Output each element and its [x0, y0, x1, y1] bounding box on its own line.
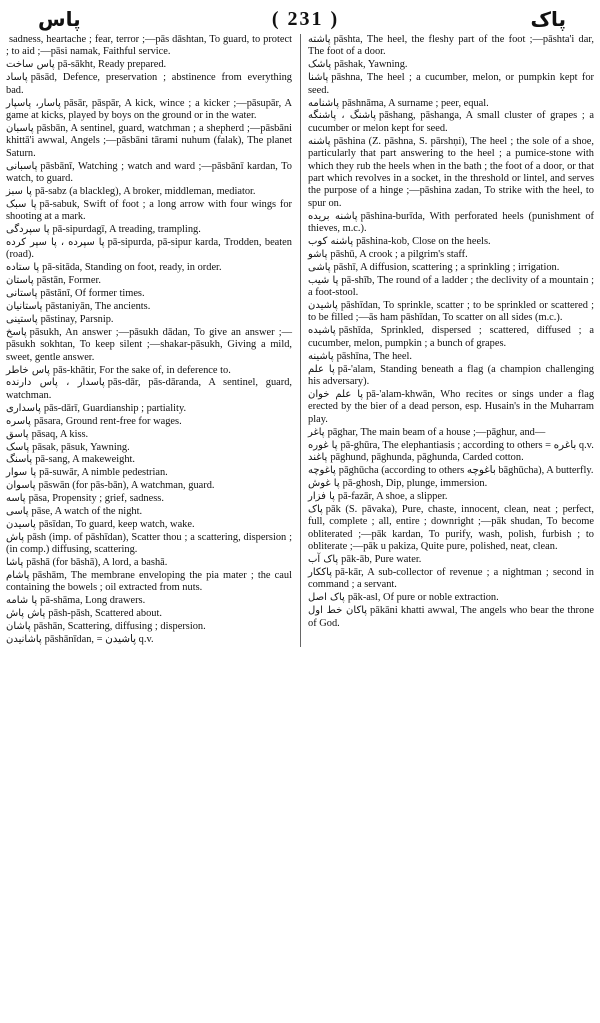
dictionary-entry [6, 519, 292, 531]
dictionary-entry [308, 440, 594, 452]
persian-headword: پاسدار ، پاس دارنده [6, 377, 105, 389]
entry-definition: pā-shīb, The round of a ladder ; the declivity of a mountain ; a foot-stool. [308, 274, 594, 299]
entry-definition: pā-sang, A makeweight. [35, 454, 136, 466]
entry-definition: pāshānīdan, = پاشیدن q.v. [44, 634, 154, 646]
persian-headword: پاشنه کوب [308, 236, 354, 247]
persian-headword: پاس خاطر [6, 364, 50, 376]
dictionary-entry [6, 161, 292, 186]
dictionary-entry [6, 98, 292, 123]
persian-headword: پاسداری [6, 402, 41, 414]
entry-definition: pā-'alam-khwān, Who recites or sings under a flag erected by the bier of a dead person, esp. Husain's in the Muharram play. [308, 388, 595, 425]
entry-definition: pā-sākht, Ready prepared. [57, 59, 167, 71]
entry-definition: pāshū, A crook ; a pilgrim's staff. [330, 248, 468, 260]
dictionary-entry [308, 300, 594, 325]
dictionary-entry [6, 365, 292, 377]
entry-definition: pāsh (imp. of pāshīdan), Scatter thou ; a scattering, dispersion ; (in comp.) diffusing, scattering. [6, 531, 292, 556]
dictionary-entry [6, 454, 292, 466]
dictionary-entry [6, 429, 292, 441]
entry-definition: pāsh-pāsh, Scattered about. [48, 608, 162, 620]
persian-headword: پا شامه [6, 595, 38, 607]
dictionary-entry [6, 224, 292, 236]
persian-headword: پاغر [308, 426, 325, 438]
dictionary-entry [308, 504, 594, 554]
page-header [6, 6, 594, 32]
entry-definition: pā-'alam, Standing beneath a flag (a champion challenging his adversary). [308, 363, 594, 387]
persian-headword: پاسره [6, 415, 31, 427]
dictionary-entry [6, 288, 292, 300]
dictionary-entry [6, 480, 292, 492]
entry-definition: pāghar, The main beam of a house ;—pāghur, and— [327, 426, 546, 438]
persian-headword: پاککار [308, 567, 332, 579]
dictionary-entry [308, 389, 594, 426]
entry-definition: pāshang, pāshanga, A small cluster of grapes ; a cucumber or melon kept for seed. [308, 110, 594, 134]
dictionary-entry [6, 595, 292, 607]
dictionary-entry [308, 605, 594, 630]
persian-headword: پاشانیدن [6, 634, 42, 646]
dictionary-entry [308, 136, 594, 210]
entry-definition: pās-dār, pās-dāranda, A sentinel, guard, watchman. [6, 377, 293, 401]
entry-definition: pāshnāma, A surname ; peer, equal. [342, 97, 489, 109]
entry-definition: pāsukh, An answer ;—pāsukh dādan, To give an answer ;—pāsukh sokhtan, To keep silent ;—shakar-pāsukh, Giving a mild, sweet, gentle answer. [6, 326, 292, 363]
entry-definition: pāshīna, The heel. [336, 350, 413, 362]
entry-definition: pā-ghosh, Dip, plunge, immersion. [342, 478, 488, 490]
persian-headword: پاسبان [6, 122, 34, 134]
dictionary-entry [6, 493, 292, 505]
entry-definition: pāshām, The membrane enveloping the pia mater ; the caul containing the bowels ; oil extracted from nuts. [6, 570, 292, 594]
dictionary-entry [308, 351, 594, 363]
right-catchword: پاک [530, 7, 566, 31]
entry-definition: pāstān, Former. [36, 275, 101, 287]
dictionary-entry [6, 442, 292, 454]
dictionary-entry [308, 72, 594, 97]
persian-headword: پاشک [308, 59, 332, 71]
persian-headword: پاستان [6, 275, 34, 287]
entry-definition: pāshina-burīda, With perforated heels (punishment of thieves, m.c.). [308, 210, 594, 235]
persian-headword: پا شیب [308, 274, 339, 286]
persian-headword: پاسبانی [6, 160, 38, 172]
entry-definition: pā-sipurda, pā-sipur karda, Trodden, beaten (road). [6, 237, 292, 261]
dictionary-entry [308, 427, 594, 439]
persian-headword: پاساد [6, 72, 28, 84]
dictionary-entry [308, 364, 594, 389]
entry-definition: pāshī, A diffusion, scattering ; a sprinkling ; irrigation. [333, 261, 560, 273]
dictionary-entry [6, 377, 292, 402]
persian-headword: پا غوش [308, 478, 340, 490]
page-number: ( 231 ) [271, 7, 340, 30]
dictionary-entry [6, 72, 292, 97]
entry-definition: pās-khātir, For the sake of, in deference to. [52, 364, 231, 376]
entry-definition: pāstānī, Of former times. [40, 288, 145, 300]
persian-headword: پا ستاده [6, 262, 40, 274]
persian-headword: پاسه [6, 493, 26, 505]
entry-definition: pāsbānī, Watching ; watch and ward ;—pāsbānī kardan, To watch, to guard. [6, 160, 292, 184]
entry-definition: pāsīdan, To guard, keep watch, wake. [38, 518, 195, 530]
entry-definition: pākāni khatti awwal, The angels who bear the throne of God. [308, 605, 594, 629]
dictionary-entry [6, 314, 292, 326]
persian-headword: پاستینی [6, 313, 38, 325]
dictionary-entry [6, 186, 292, 198]
right-column [308, 34, 594, 647]
persian-headword: پا سبک [6, 198, 37, 210]
persian-headword: پاسار، پاسپار [6, 97, 61, 109]
persian-headword: پاسخ [6, 326, 27, 338]
dictionary-entry [308, 478, 594, 490]
entry-definition: pāk-asl, Of pure or noble extraction. [347, 592, 499, 604]
persian-headword: پاشنه [308, 135, 331, 147]
dictionary-entry [6, 275, 292, 287]
dictionary-entry [308, 59, 594, 71]
dictionary-entry [308, 275, 594, 300]
entry-definition: pāshina-kob, Close on the heels. [356, 236, 491, 247]
entry-definition: pāsād, Defence, preservation ; abstinence from everything bad. [6, 72, 292, 96]
entry-definition: pāswān (for pās-bān), A watchman, guard. [38, 480, 215, 492]
persian-headword: پاشینه [308, 350, 334, 362]
persian-headword: پاشنامه [308, 97, 339, 109]
dictionary-entry [6, 262, 292, 274]
left-catchword: پاس [38, 7, 81, 31]
entry-definition: pā-sabuk, Swift of foot ; a long arrow with four wings for shooting at a mark. [6, 198, 292, 223]
persian-headword: پاک [308, 504, 323, 516]
entry-definition: pās-dārī, Guardianship ; partiality. [43, 402, 187, 414]
persian-headword: پاشته [308, 34, 331, 45]
entry-definition: pāsa, Propensity ; grief, sadness. [28, 493, 164, 505]
dictionary-entry [6, 557, 292, 569]
entry-definition: pāk-āb, Pure water. [341, 554, 422, 566]
entry-definition: pāstinay, Parsnip. [40, 313, 114, 325]
entry-definition: pā-shāma, Long drawers. [40, 595, 146, 607]
entry-definition: pāk (S. pāvaka), Pure, chaste, innocent, clean, neat ; perfect, full, complete ; all, entire ; downright ;—pāk shudan, To become obliterated ;—pāk kardan, To purify, wash, polish, furbish ; to obliterate ;—pāk u pakiza, Quite pure, polished, neat, clean. [308, 504, 594, 553]
dictionary-entry [6, 416, 292, 428]
dictionary-entry [6, 532, 292, 557]
columns [6, 34, 594, 647]
persian-headword: پاس ساخت [6, 59, 55, 71]
persian-headword: پاش پاش [6, 608, 46, 620]
persian-headword: پاشنه بریده [308, 210, 358, 222]
entry-definition: pāsara, Ground rent-free for wages. [33, 415, 182, 427]
dictionary-entry [308, 592, 594, 604]
entry-definition: pā-kār, A sub-collector of revenue ; a nightman ; second in command ; a servant. [308, 567, 594, 591]
persian-headword: پاش [6, 531, 25, 543]
persian-headword: پاشام [6, 570, 30, 582]
persian-headword: پاسی [6, 506, 29, 518]
entry-definition: pāstaniyān, The ancients. [45, 301, 151, 313]
persian-headword: پاسیدن [6, 518, 36, 530]
entry-definition: pāsbān, A sentinel, guard, watchman ; a shepherd ;—pāsbāni khittā'i awwal, Angels ;—pāsbāni tārami nuhum (falak), The planet Saturn. [6, 122, 292, 159]
persian-headword: پاسوان [6, 480, 36, 492]
column-divider [300, 34, 301, 647]
entry-definition: pā-sitāda, Standing on foot, ready, in order. [42, 262, 222, 274]
entry-definition: pā-sipurdagī, A treading, trampling. [52, 224, 201, 236]
persian-headword: پا فزار [308, 491, 335, 503]
entry-definition: pā-ghūra, The elephantiasis ; according to others = باغره q.v. [340, 439, 594, 451]
entry-definition: pāghund, pāghunda, pāghunda, Carded cotton. [330, 452, 524, 464]
persian-headword: پا علم خوان [308, 388, 364, 400]
persian-headword: پاشی [308, 261, 331, 273]
persian-headword: پاشو [308, 248, 328, 260]
dictionary-entry [6, 123, 292, 160]
persian-headword: پاغوچه [308, 465, 336, 477]
dictionary-entry [6, 199, 292, 224]
dictionary-entry [308, 249, 594, 261]
persian-headword: پاسنگ [6, 454, 33, 466]
persian-headword: پاکان خط اول [308, 605, 368, 617]
entry-definition: sadness, heartache ; fear, terror ;—pās dāshtan, To guard, to protect ; to aid ;—pāsi namak, Faithful service. [6, 34, 292, 58]
entry-definition: pāghūcha (according to others باغوچه bāghūcha), A butterfly. [338, 465, 594, 477]
dictionary-entry [6, 237, 292, 262]
persian-headword: پا سوار [6, 467, 37, 479]
entry-definition: pāsār, pāspār, A kick, wince ; a kicker ;—pāsupār, A game at kicks, played by boys on the ground or in the water. [6, 97, 292, 121]
entry-definition: pāsaq, A kiss. [31, 428, 89, 440]
entry-definition: pāshina (Z. pāshna, S. pārshṇi), The heel ; the sole of a shoe, particularly that part answering to the heel ; a pumice-stone with which they rub the heels when in the bath ; the foot of a door, or that part which revolves in a socket, in the threshold or lintel, and serves the purpose of a hinge ;—pāshina zadan, To strike with the heel, to spur on. [308, 135, 594, 209]
persian-headword: پاغند [308, 452, 328, 464]
persian-headword: پا غوره [308, 439, 338, 451]
persian-headword: پاشیده [308, 325, 336, 337]
entry-definition: pāshta, The heel, the fleshy part of the foot ;—pāshta'i dar, The foot of a door. [308, 34, 594, 58]
left-column [6, 34, 292, 647]
persian-headword: پاشنا [308, 72, 329, 84]
dictionary-entry [6, 467, 292, 479]
dictionary-entry [6, 403, 292, 415]
persian-headword: پا علم [308, 363, 335, 375]
dictionary-entry [308, 262, 594, 274]
dictionary-entry [308, 567, 594, 592]
dictionary-entry [308, 110, 594, 135]
entry-definition: pāshā (for bāshā), A lord, a bashā. [26, 557, 168, 569]
dictionary-entry [308, 452, 594, 464]
persian-headword: پا سپردگی [6, 224, 50, 236]
entry-definition: pāsak, pāsuk, Yawning. [32, 441, 130, 453]
persian-headword: پا سپرده ، پا سپر کرده [6, 237, 105, 248]
dictionary-entry [6, 301, 292, 313]
persian-headword: پاشان [6, 621, 31, 633]
dictionary-entry [6, 327, 292, 364]
dictionary-entry [308, 211, 594, 236]
entry-definition: pāshān, Scattering, diffusing ; dispersion. [33, 621, 206, 633]
entry-definition: pā-sabz (a blackleg), A broker, middleman, mediator. [34, 185, 256, 197]
persian-headword: پاستانی [6, 288, 38, 300]
dictionary-entry [6, 34, 292, 59]
dictionary-entry [308, 98, 594, 110]
entry-definition: pāshak, Yawning. [334, 59, 408, 71]
dictionary-entry [308, 34, 594, 59]
entry-definition: pāshīda, Sprinkled, dispersed ; scattered, diffused ; a cucumber, melon, pumpkin ; a bunch of grapes. [308, 325, 594, 349]
dictionary-entry [6, 570, 292, 595]
dictionary-entry [308, 491, 594, 503]
persian-headword: پاشا [6, 557, 24, 569]
dictionary-entry [6, 634, 292, 646]
dictionary-entry [308, 554, 594, 566]
persian-headword: پاک اصل [308, 592, 345, 604]
entry-definition: pāshīdan, To sprinkle, scatter ; to be sprinkled or scattered ; to be filled ;—ās ham pāshīdan, To scatter on all sides (m.c.). [308, 300, 594, 324]
dictionary-entry [308, 325, 594, 350]
dictionary-entry [6, 506, 292, 518]
dictionary-entry [6, 621, 292, 633]
persian-headword: پاسق [6, 428, 29, 440]
persian-headword: پاک آب [308, 554, 339, 566]
entry-definition: pāse, A watch of the night. [31, 506, 143, 518]
persian-headword: پاستانیان [6, 301, 43, 313]
dictionary-entry [6, 59, 292, 71]
persian-headword: پاسک [6, 441, 30, 453]
dictionary-entry [308, 465, 594, 477]
dictionary-entry [308, 236, 594, 248]
entry-definition: pā-fazār, A shoe, a slipper. [337, 491, 448, 503]
persian-headword: پاشنگ ، پاشنگه [308, 110, 376, 122]
dictionary-entry [6, 608, 292, 620]
entry-definition: pāshna, The heel ; a cucumber, melon, or pumpkin kept for seed. [308, 72, 594, 96]
entry-definition: pā-suwār, A nimble pedestrian. [39, 467, 168, 479]
persian-headword: پاشیدن [308, 300, 338, 312]
persian-headword: پا سبز [6, 185, 32, 197]
